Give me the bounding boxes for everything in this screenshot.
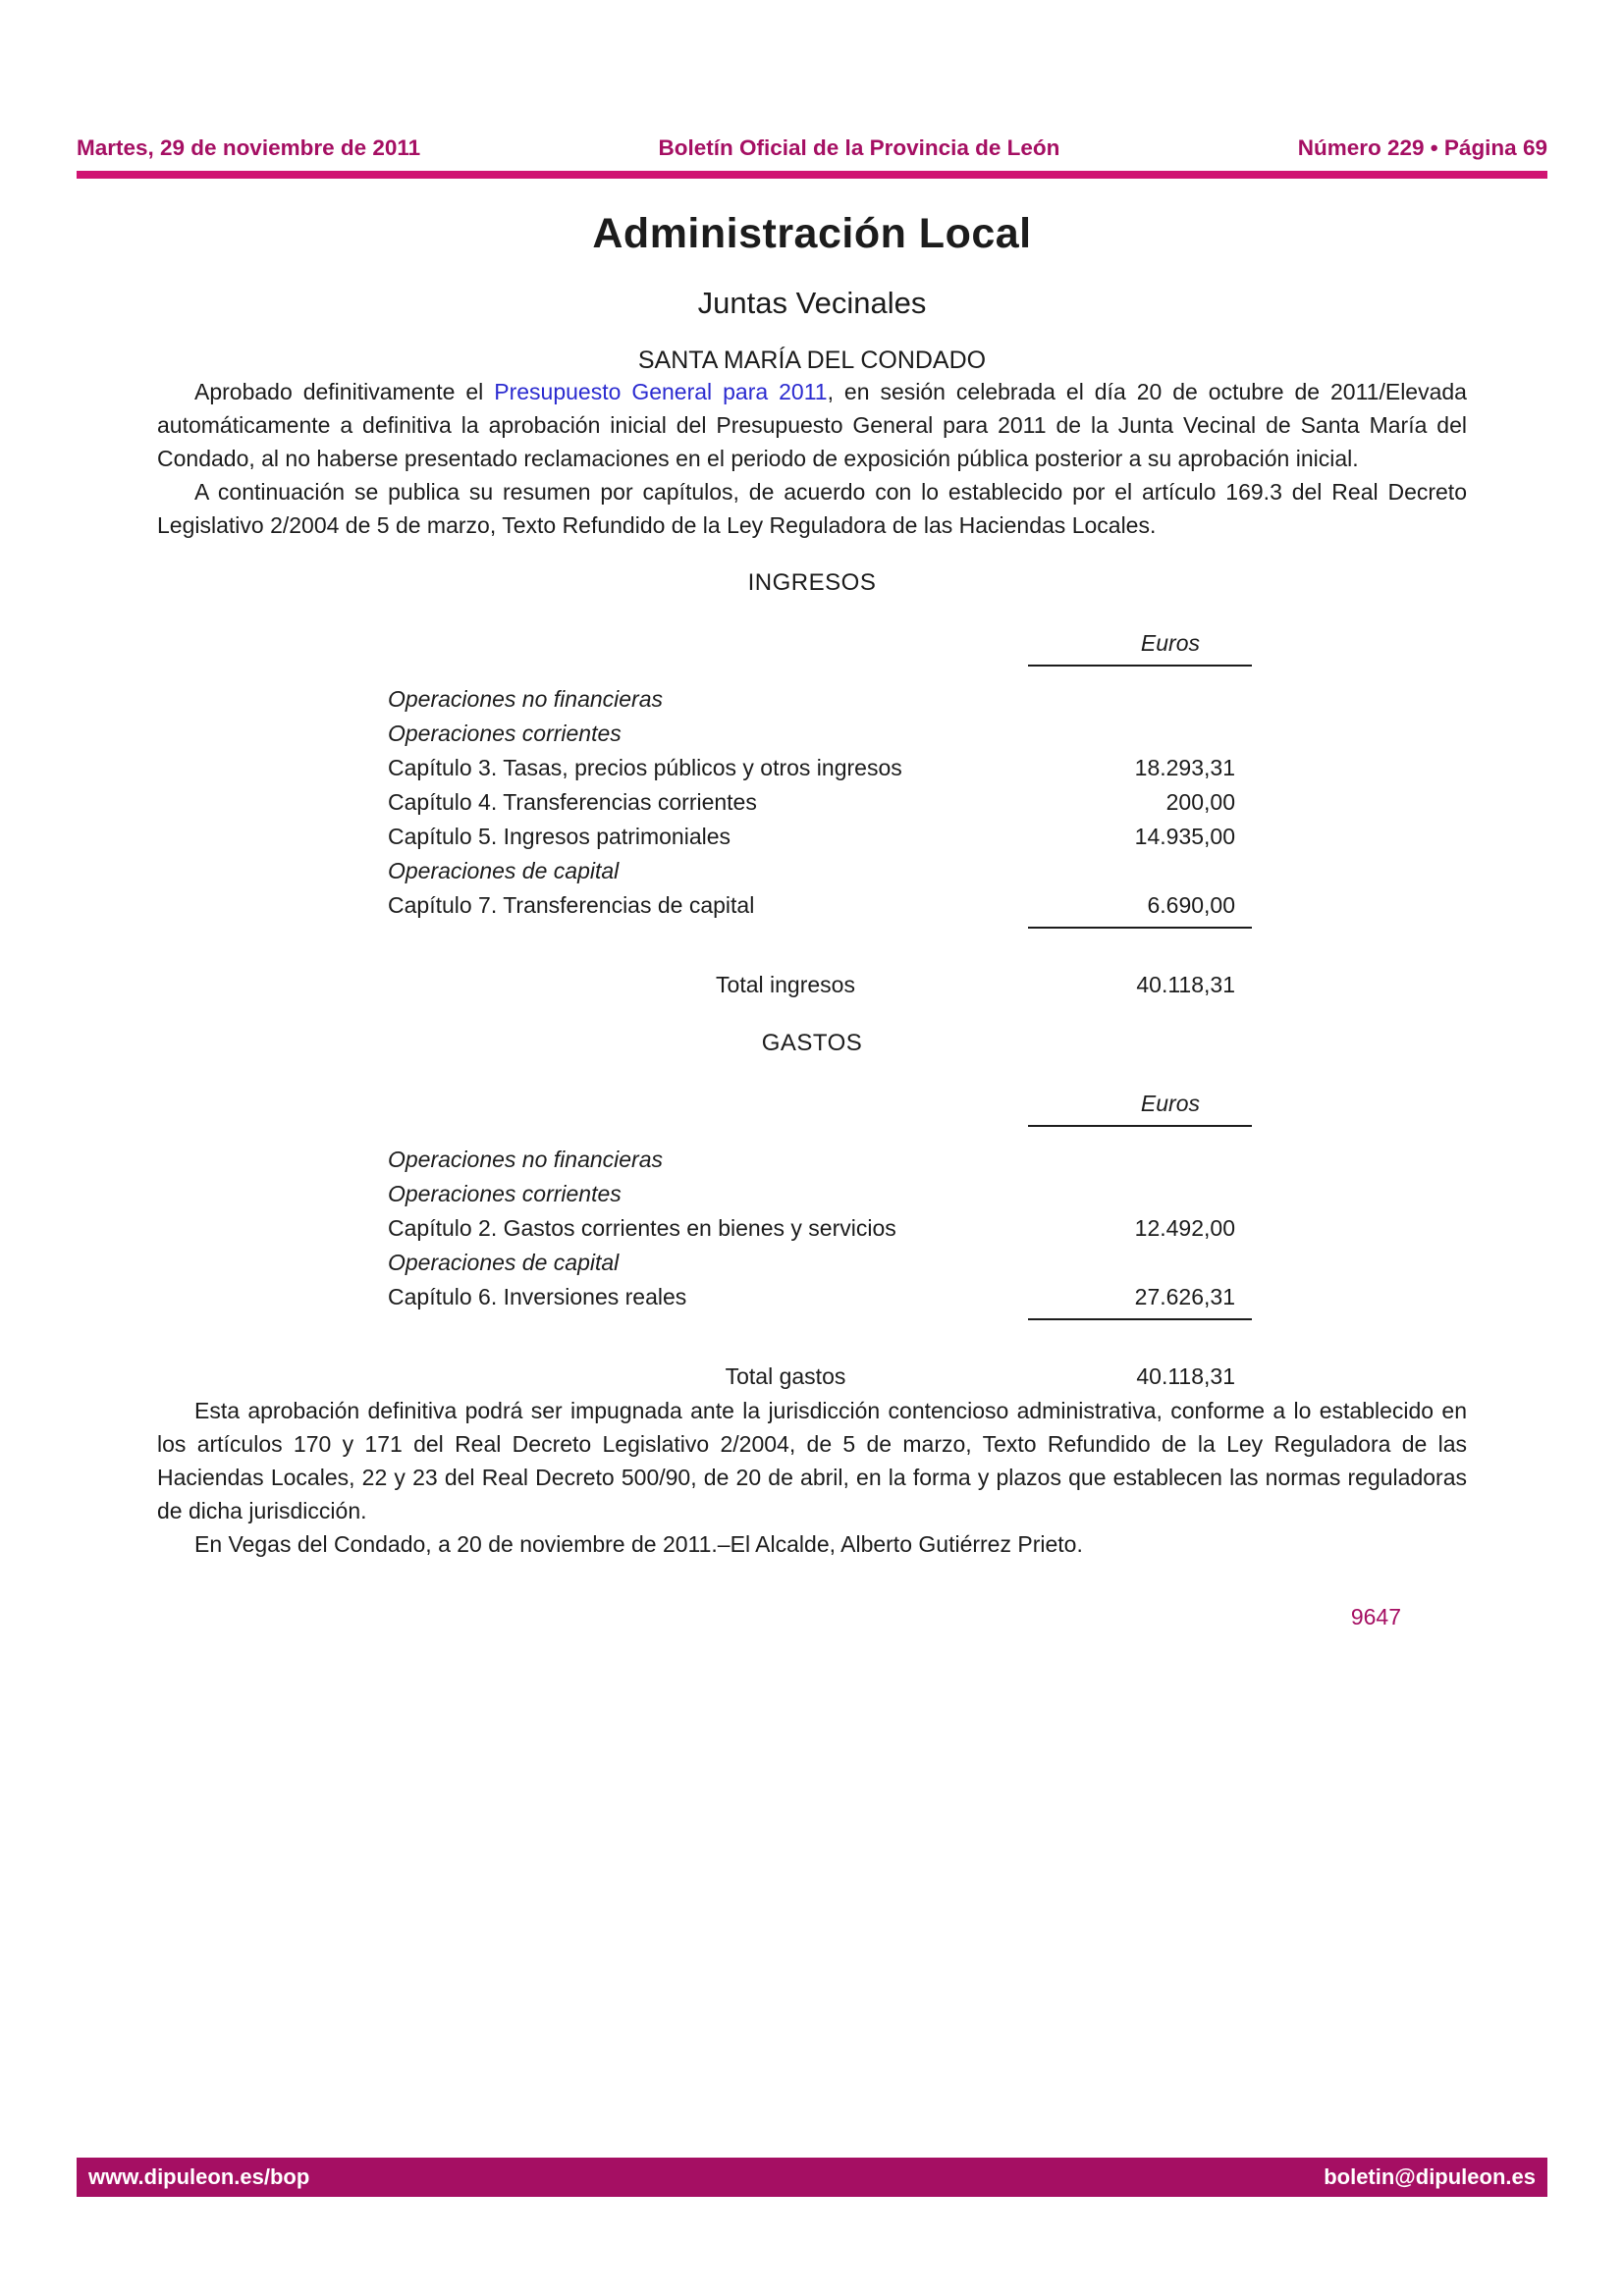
- gastos-currency-label: Euros: [1140, 1091, 1200, 1116]
- row-label: Operaciones corrientes: [388, 721, 622, 746]
- gastos-total-row: [388, 1360, 1252, 1394]
- row-label: Capítulo 5. Ingresos patrimoniales: [388, 824, 731, 849]
- row-value: [1026, 717, 1252, 751]
- document-body: [157, 375, 1467, 1630]
- table-row: [388, 820, 1252, 854]
- section-title: Administración Local: [592, 210, 1032, 257]
- table-row: [388, 717, 1252, 751]
- masthead-title: Boletín Oficial de la Provincia de León: [658, 135, 1060, 160]
- table-row: [388, 1246, 1252, 1280]
- footer-email: boletin@dipuleon.es: [1324, 2164, 1536, 2189]
- row-label: Capítulo 3. Tasas, precios públicos y otros ingresos: [388, 755, 902, 780]
- row-value: 6.690,00: [1147, 892, 1235, 918]
- appeal-paragraph: Esta aprobación definitiva podrá ser impugnada ante la jurisdicción contencioso administrativa, conforme a lo establecido en los artículos 170 y 171 del Real Decreto Legislativo 2/2004, de 5 de marzo, Texto Refundido de la Ley Reguladora de las Haciendas Locales, 22 y 23 del Real Decreto 500/90, de 20 de abril, en la forma y plazos que establecen las normas reguladoras de dicha jurisdicción.: [157, 1398, 1467, 1523]
- row-value: [1026, 854, 1252, 888]
- row-value: 14.935,00: [1134, 824, 1235, 849]
- row-value: [1026, 1143, 1252, 1177]
- row-label: Operaciones no financieras: [388, 686, 663, 712]
- intro-paragraph: [157, 375, 1467, 475]
- row-value: 12.492,00: [1134, 1215, 1235, 1241]
- row-label: Operaciones de capital: [388, 858, 620, 883]
- ingresos-sum-rule: [1028, 927, 1252, 929]
- row-label: Capítulo 4. Transferencias corrientes: [388, 789, 757, 815]
- gastos-total-label: Total gastos: [725, 1363, 846, 1389]
- ingresos-total-value: 40.118,31: [1136, 972, 1235, 997]
- ingresos-currency-label: Euros: [1140, 630, 1200, 656]
- summary-paragraph: A continuación se publica su resumen por capítulos, de acuerdo con lo establecido por el artículo 169.3 del Real Decreto Legislativo 2/2004 de 5 de marzo, Texto Refundido de la Ley Reguladora de las Haciendas Locales.: [157, 479, 1467, 538]
- row-label: Operaciones de capital: [388, 1250, 620, 1275]
- signature-paragraph: En Vegas del Condado, a 20 de noviembre de 2011.–El Alcalde, Alberto Gutiérrez Prieto.: [194, 1531, 1083, 1557]
- gastos-heading: GASTOS: [761, 1030, 863, 1056]
- gastos-table: [388, 1091, 1252, 1394]
- ingresos-table: [388, 630, 1252, 1002]
- ingresos-rows: [388, 682, 1252, 923]
- subsection-title: Juntas Vecinales: [697, 286, 927, 320]
- masthead: [77, 135, 1547, 161]
- table-row: [388, 854, 1252, 888]
- row-value: [1026, 1246, 1252, 1280]
- ingresos-heading: INGRESOS: [747, 569, 877, 596]
- masthead-rule: [77, 171, 1547, 179]
- row-value: [1026, 1177, 1252, 1211]
- table-row: [388, 1280, 1252, 1314]
- reference-number: 9647: [1350, 1604, 1401, 1629]
- table-row: [388, 1143, 1252, 1177]
- ingresos-currency-rule: [1028, 665, 1252, 667]
- intro-text-after-link: , en sesión celebrada el día 20 de octubre de 2011/Elevada automáticamente a definitiva la aprobación inicial del Presupuesto General para 2011 de la Junta Vecinal de Santa María del Condado, al no haberse presentado reclamaciones en el periodo de exposición pública posterior a su aprobación inicial.: [157, 379, 1467, 471]
- row-label: Capítulo 7. Transferencias de capital: [388, 892, 755, 918]
- ingresos-currency-header: [388, 630, 1252, 667]
- intro-text-before-link: Aprobado definitivamente el: [194, 379, 495, 404]
- masthead-date: Martes, 29 de noviembre de 2011: [77, 135, 421, 160]
- row-label: Operaciones corrientes: [388, 1181, 622, 1206]
- row-value: 200,00: [1165, 789, 1235, 815]
- table-row: [388, 785, 1252, 820]
- table-row: [388, 682, 1252, 717]
- row-label: Capítulo 6. Inversiones reales: [388, 1284, 687, 1309]
- row-value: [1026, 682, 1252, 717]
- table-row: [388, 1177, 1252, 1211]
- table-row: [388, 751, 1252, 785]
- entity-title: SANTA MARÍA DEL CONDADO: [637, 347, 987, 374]
- table-row: [388, 1211, 1252, 1246]
- row-label: Operaciones no financieras: [388, 1147, 663, 1172]
- row-value: 27.626,31: [1134, 1284, 1235, 1309]
- gastos-total-value: 40.118,31: [1136, 1363, 1235, 1389]
- gastos-currency-rule: [1028, 1125, 1252, 1127]
- gastos-rows: [388, 1143, 1252, 1314]
- ingresos-total-label: Total ingresos: [716, 972, 855, 997]
- row-value: 18.293,31: [1134, 755, 1235, 780]
- gastos-sum-rule: [1028, 1318, 1252, 1320]
- ingresos-total-row: [388, 968, 1252, 1002]
- table-row: [388, 888, 1252, 923]
- presupuesto-link[interactable]: Presupuesto General para 2011: [494, 379, 828, 404]
- footer-url: www.dipuleon.es/bop: [88, 2164, 310, 2189]
- gastos-currency-header: [388, 1091, 1252, 1127]
- footer-bar: [77, 2158, 1547, 2197]
- row-label: Capítulo 2. Gastos corrientes en bienes y servicios: [388, 1215, 896, 1241]
- masthead-issue-page: Número 229 • Página 69: [1297, 135, 1547, 160]
